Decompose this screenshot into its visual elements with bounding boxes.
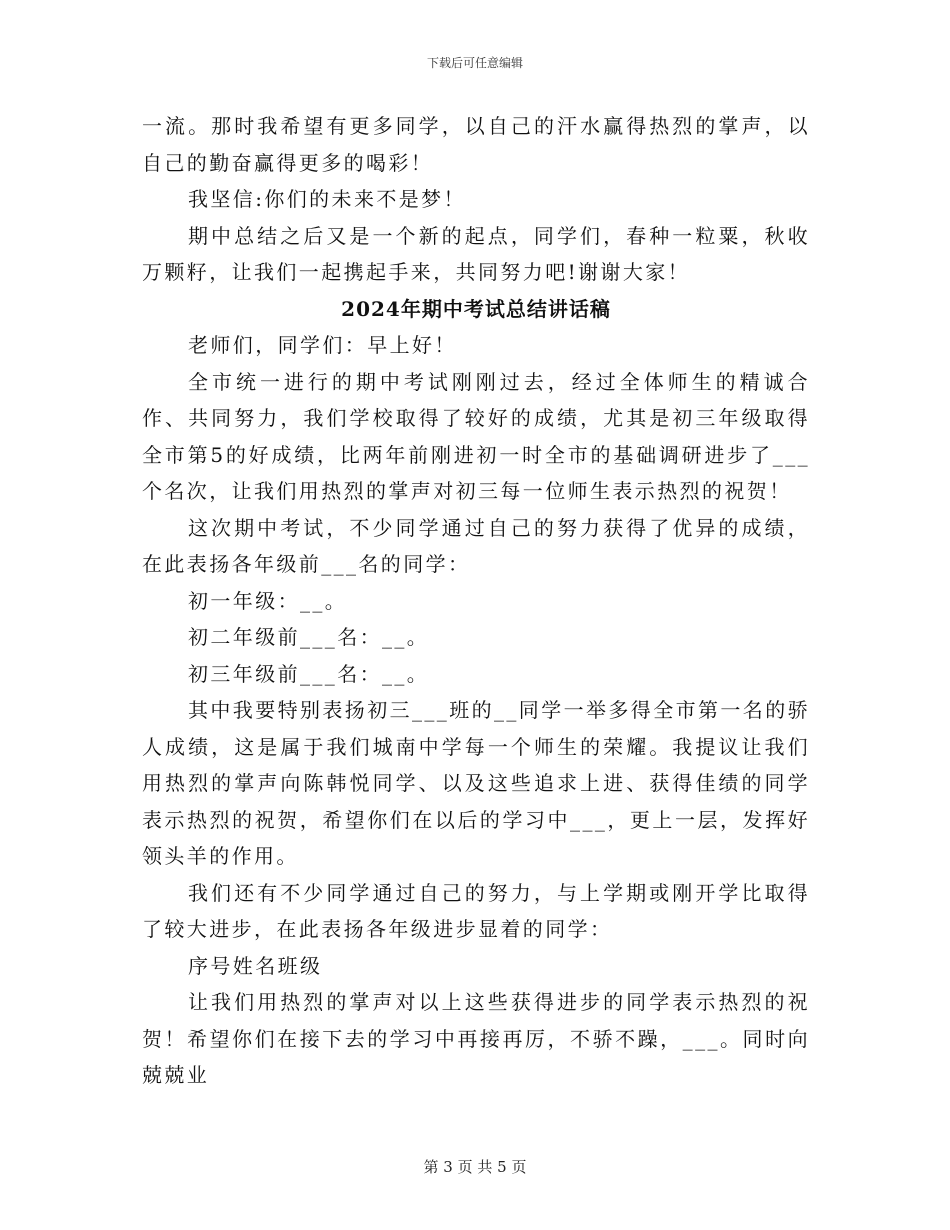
section-title: 2024年期中考试总结讲话稿: [341, 296, 611, 321]
list-item-grade-2: 初二年级前___名：__。: [188, 625, 430, 649]
paragraph-greeting: 老师们，同学们：早上好！: [188, 333, 457, 357]
list-item-grade-1: 初一年级：__。: [188, 588, 348, 613]
document-body: [142, 108, 810, 1094]
list-item-grade-3: 初三年级前___名：__。: [188, 661, 430, 686]
paragraph-continuation: 一流。那时我希望有更多同学，以自己的汗水赢得热烈的掌声，以自己的勤奋赢得更多的喝彩！: [142, 114, 810, 175]
paragraph-progress: 我们还有不少同学通过自己的努力，与上学期或刚开学比取得了较大进步，在此表扬各年级进步显着的同学：: [142, 880, 810, 941]
paragraph-exam-results: 全市统一进行的期中考试刚刚过去，经过全体师生的精诚合作、共同努力，我们学校取得了较好的成绩，尤其是初三年级取得全市第5的好成绩，比两年前刚进初一时全市的基础调研进步了___个名次，让我们用热烈的掌声对初三每一位师生表示热烈的祝贺！: [142, 369, 810, 503]
paragraph-praise-top: 这次期中考试，不少同学通过自己的努力获得了优异的成绩，在此表扬各年级前___名的同学：: [142, 515, 810, 576]
paragraph-closing: 期中总结之后又是一个新的起点，同学们，春种一粒粟，秋收万颗籽，让我们一起携起手来，共同努力吧!谢谢大家！: [142, 223, 810, 284]
paragraph-congrats: 让我们用热烈的掌声对以上这些获得进步的同学表示热烈的祝贺！希望你们在接下去的学习中再接再厉，不骄不躁，___。同时向兢兢业: [142, 990, 810, 1087]
page-header: 下载后可任意编辑: [426, 56, 523, 70]
paragraph-special-praise: 其中我要特别表扬初三___班的__同学一举多得全市第一名的骄人成绩，这是属于我们城南中学每一个师生的荣耀。我提议让我们用热烈的掌声向陈韩悦同学、以及这些追求上进、获得佳绩的同学表示热烈的祝贺，希望你们在以后的学习中___，更上一层，发挥好领头羊的作用。: [142, 698, 810, 868]
page-number-footer: 第 3 页 共 5 页: [423, 1158, 527, 1176]
table-header-line: 序号姓名班级: [188, 953, 323, 978]
paragraph-belief: 我坚信:你们的未来不是梦！: [188, 187, 466, 211]
